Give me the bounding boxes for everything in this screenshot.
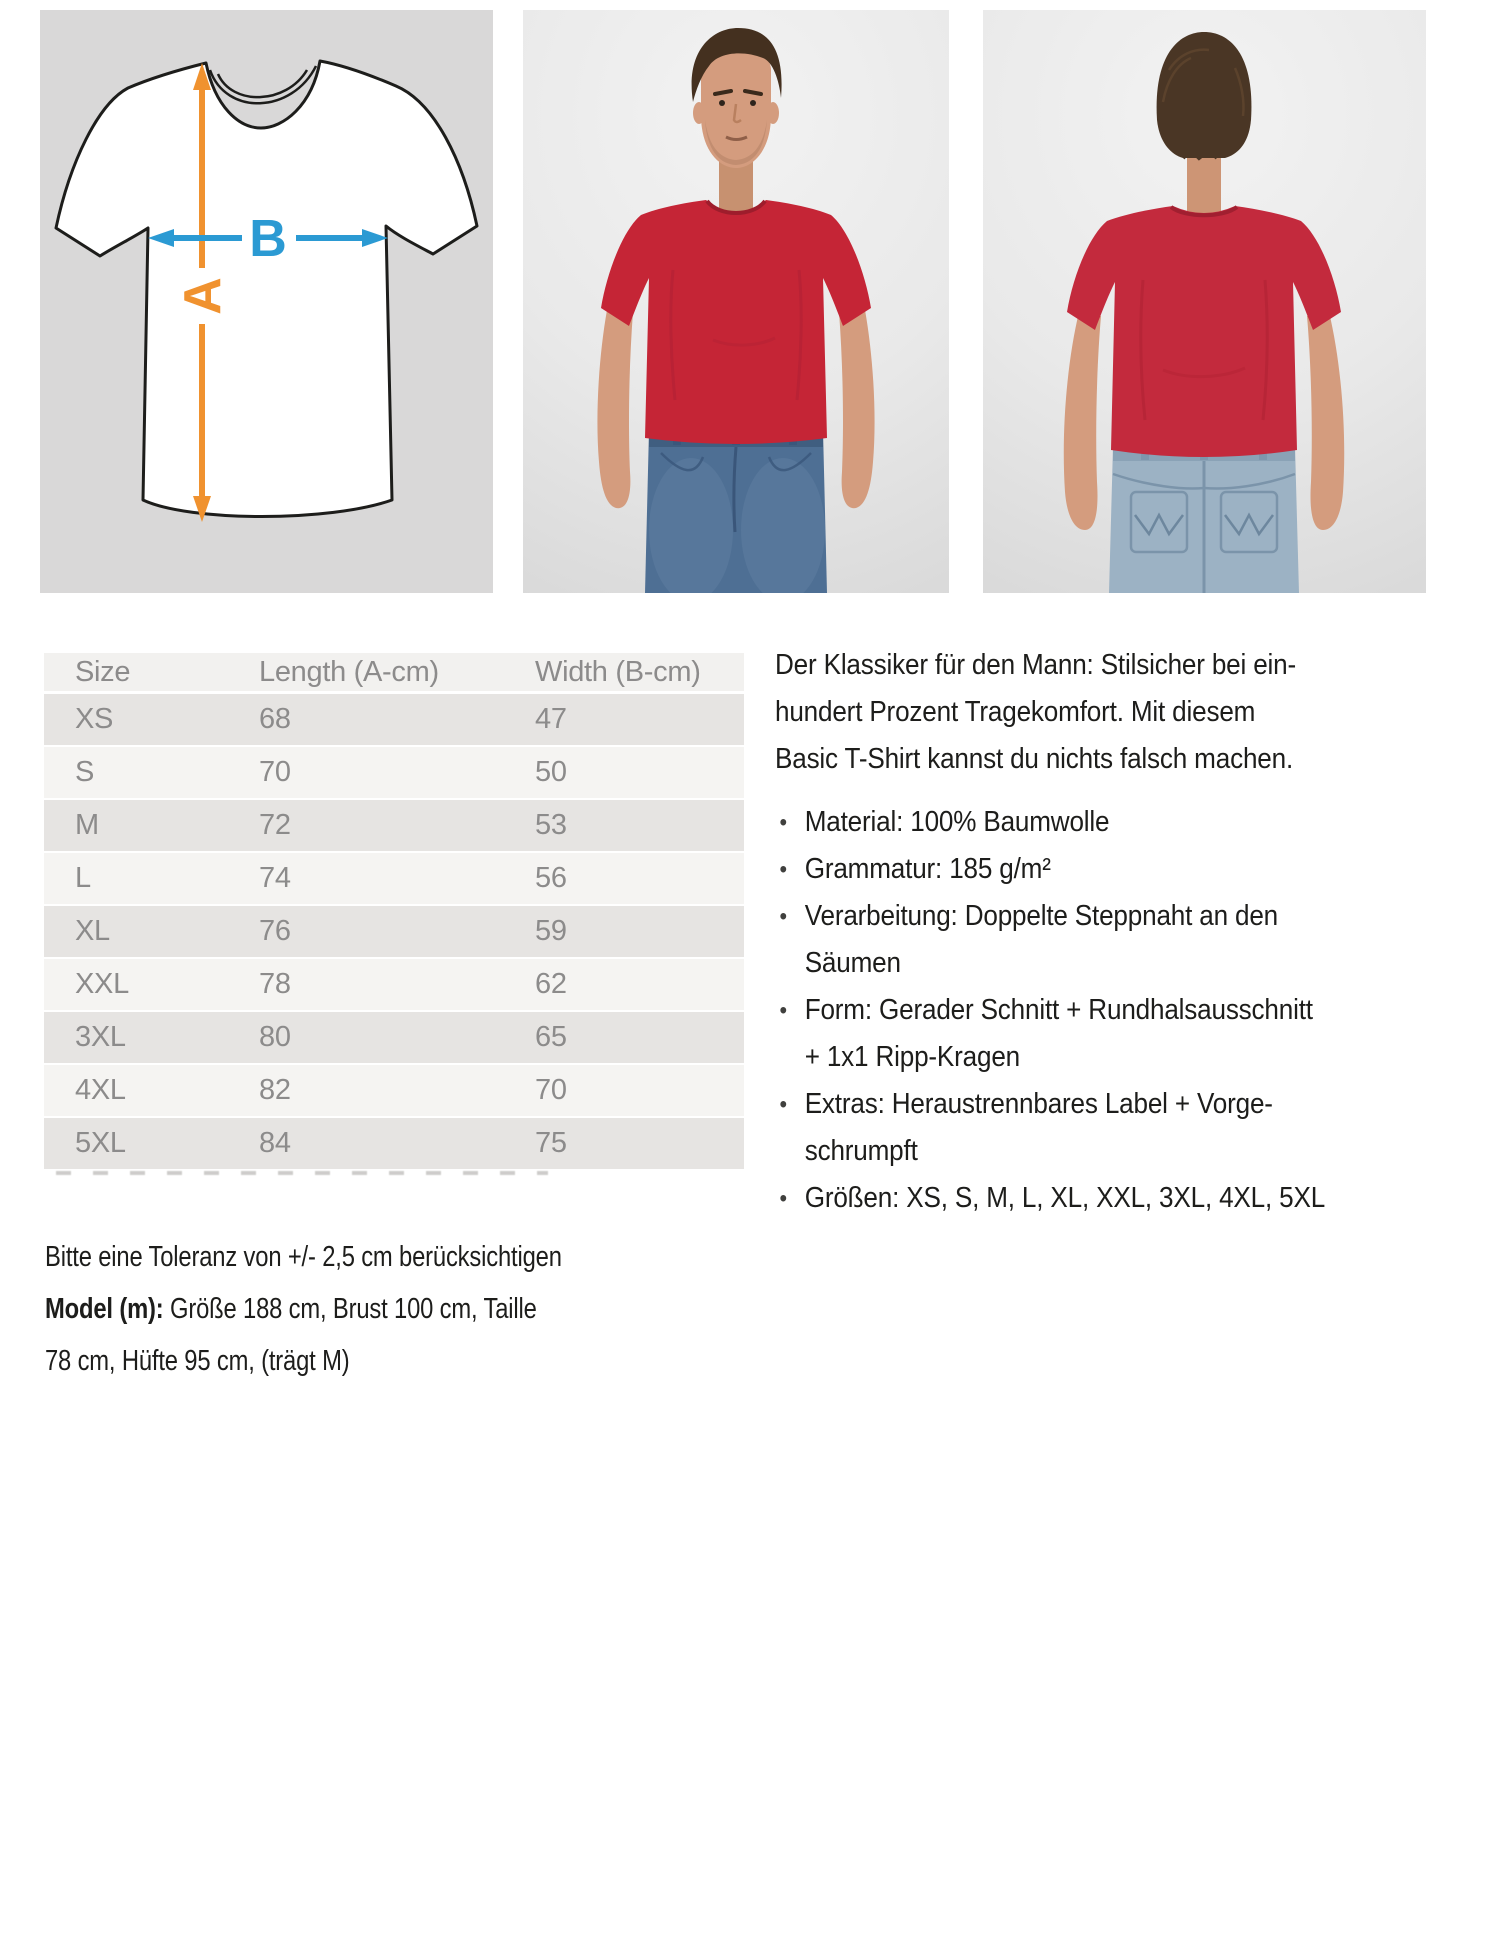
- bullet-icon: •: [779, 1185, 787, 1212]
- feature-text: [805, 987, 1477, 1081]
- size-cell: 4XL: [44, 1064, 228, 1117]
- size-table: [44, 653, 744, 1171]
- bullet-icon: •: [779, 903, 787, 930]
- size-cell: XS: [44, 693, 228, 747]
- feature-line: Material: 100% Baumwolle: [804, 806, 1110, 838]
- tshirt-outline: [56, 61, 477, 517]
- tshirt-diagram-svg: [40, 10, 493, 593]
- model-front-illustration: [523, 10, 949, 593]
- model-info-label: Model (m):: [45, 1293, 164, 1325]
- length-cell: 72: [228, 799, 504, 852]
- product-description: [775, 642, 1477, 1222]
- description-line: Der Klassiker für den Mann: Stilsicher bei ein-: [775, 649, 1297, 681]
- bullet-icon: •: [779, 1091, 787, 1118]
- length-cell: 82: [228, 1064, 504, 1117]
- front-jeans: [645, 430, 827, 593]
- feature-item: [775, 1081, 1477, 1175]
- model-info-text: Größe 188 cm, Brust 100 cm, Taille: [163, 1293, 537, 1325]
- measurement-notes: [45, 1231, 701, 1387]
- model-info-line-1: [45, 1283, 701, 1335]
- table-row: [44, 852, 744, 905]
- feature-line: + 1x1 Ripp-Kragen: [804, 1041, 1021, 1073]
- width-cell: 59: [504, 905, 744, 958]
- bullet-icon: •: [779, 997, 787, 1024]
- bullet-icon: •: [779, 856, 787, 883]
- feature-line: Extras: Heraustrennbares Label + Vorge-: [804, 1088, 1273, 1120]
- size-cell: 5XL: [44, 1117, 228, 1170]
- width-cell: 53: [504, 799, 744, 852]
- feature-line: Verarbeitung: Doppelte Steppnaht an den: [804, 900, 1279, 932]
- feature-text: [805, 1175, 1477, 1222]
- size-cell: M: [44, 799, 228, 852]
- feature-line: Größen: XS, S, M, L, XL, XXL, 3XL, 4XL, 5XL: [804, 1182, 1326, 1214]
- description-intro: [775, 642, 1477, 783]
- size-cell: 3XL: [44, 1011, 228, 1064]
- feature-item: [775, 987, 1477, 1081]
- table-row: [44, 905, 744, 958]
- feature-line: schrumpft: [804, 1135, 918, 1167]
- width-column-header: Width (B-cm): [504, 653, 744, 693]
- feature-item: [775, 846, 1477, 893]
- front-head: [692, 28, 782, 168]
- length-cell: 80: [228, 1011, 504, 1064]
- feature-list: [775, 799, 1477, 1222]
- size-table-body: [44, 693, 744, 1171]
- length-cell: 78: [228, 958, 504, 1011]
- back-shirt: [1067, 206, 1341, 457]
- front-shirt: [601, 200, 871, 444]
- length-cell: 70: [228, 746, 504, 799]
- feature-line: Grammatur: 185 g/m²: [804, 853, 1051, 885]
- description-line: Basic T-Shirt kannst du nichts falsch machen.: [775, 743, 1294, 775]
- table-row: [44, 693, 744, 747]
- size-diagram-image: [40, 10, 493, 593]
- feature-text: [805, 846, 1477, 893]
- diagram-label-b: B: [249, 210, 287, 268]
- length-cell: 74: [228, 852, 504, 905]
- model-front-photo: [523, 10, 949, 593]
- width-cell: 56: [504, 852, 744, 905]
- table-row: [44, 799, 744, 852]
- length-cell: 68: [228, 693, 504, 747]
- size-cell: S: [44, 746, 228, 799]
- width-cell: 65: [504, 1011, 744, 1064]
- table-row: [44, 1117, 744, 1170]
- feature-item: [775, 893, 1477, 987]
- description-line: hundert Prozent Tragekomfort. Mit diesem: [775, 696, 1256, 728]
- feature-line: Säumen: [804, 947, 901, 979]
- width-cell: 50: [504, 746, 744, 799]
- feature-text: [805, 1081, 1477, 1175]
- width-cell: 75: [504, 1117, 744, 1170]
- size-cell: XL: [44, 905, 228, 958]
- length-column-header: Length (A-cm): [228, 653, 504, 693]
- width-cell: 70: [504, 1064, 744, 1117]
- size-column-header: Size: [44, 653, 228, 693]
- table-row: [44, 958, 744, 1011]
- diagram-label-a: A: [174, 277, 232, 315]
- feature-text: [805, 893, 1477, 987]
- feature-item: [775, 799, 1477, 846]
- model-back-illustration: [983, 10, 1426, 593]
- length-cell: 76: [228, 905, 504, 958]
- model-info-line-2: 78 cm, Hüfte 95 cm, (trägt M): [45, 1345, 350, 1377]
- back-jeans: [1109, 446, 1299, 593]
- bullet-icon: •: [779, 809, 787, 836]
- tolerance-note: Bitte eine Toleranz von +/- 2,5 cm berücksichtigen: [45, 1241, 562, 1273]
- feature-item: [775, 1175, 1477, 1222]
- table-row: [44, 1011, 744, 1064]
- feature-text: [805, 799, 1477, 846]
- size-cell: L: [44, 852, 228, 905]
- table-row: [44, 1064, 744, 1117]
- size-cell: XXL: [44, 958, 228, 1011]
- back-head: [1157, 32, 1252, 158]
- length-cell: 84: [228, 1117, 504, 1170]
- table-row: [44, 746, 744, 799]
- width-cell: 47: [504, 693, 744, 747]
- table-cutoff-artifact: [56, 1171, 548, 1175]
- model-back-photo: [983, 10, 1426, 593]
- table-header-row: [44, 653, 744, 693]
- feature-line: Form: Gerader Schnitt + Rundhalsausschnitt: [804, 994, 1313, 1026]
- width-cell: 62: [504, 958, 744, 1011]
